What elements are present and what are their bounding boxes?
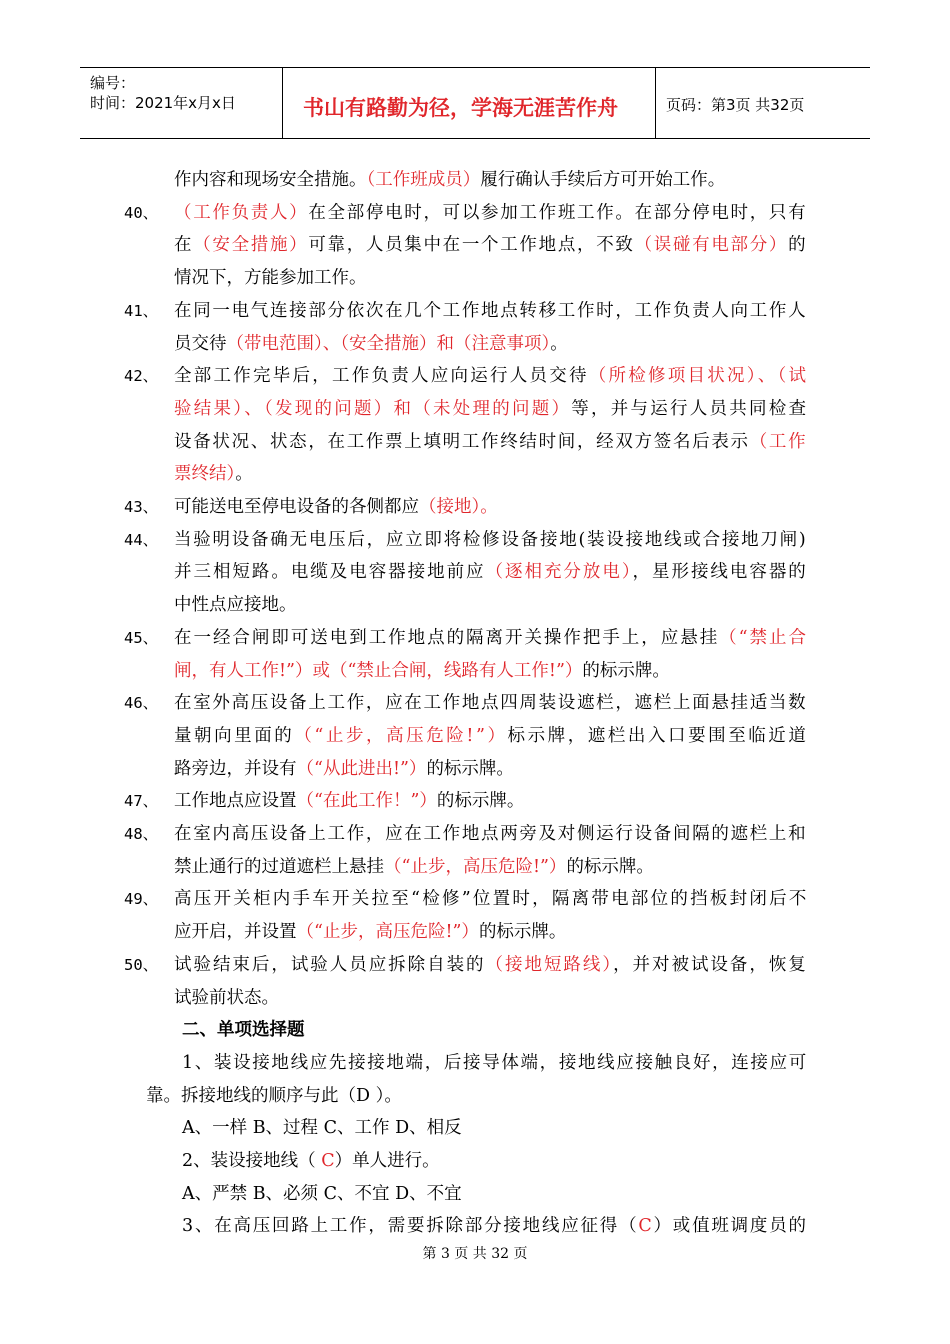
body-text: 的 (788, 235, 808, 256)
answer-text: （接地短路线） (485, 954, 614, 975)
question-line (182, 1150, 440, 1172)
header-motto: 书山有路勤为径，学海无涯苦作舟 (303, 96, 618, 120)
item-line (174, 333, 568, 355)
answer-text: （工作负责人） (174, 202, 309, 223)
body-text: 在室内高压设备上工作，应在工作地点两旁及对侧运行设备间隔的遮栏上和 (174, 824, 808, 844)
body-text: 中性点应接地。 (174, 595, 297, 616)
answer-text: 验结果）、（发现的问题）和（未处理的问题） (174, 398, 572, 419)
body-text: A、一样 B、过程 C、工作 D、相反 (182, 1118, 462, 1139)
answer-text: （“止步，高压危险!”） (294, 725, 508, 746)
document-header (80, 67, 870, 139)
section-title: 二、单项选择题 (182, 1020, 305, 1041)
answer-text: （“从此进出!”） (296, 758, 427, 779)
body-text: 试验前状态。 (174, 987, 279, 1008)
item-number: 45、 (124, 628, 159, 647)
body-text: 当验明设备确无电压后，应立即将检修设备接地(装设接地线或合接地刀闸) (174, 529, 808, 550)
item-line (174, 398, 808, 420)
question-line (146, 1085, 402, 1107)
item-line (174, 431, 807, 453)
body-text: 标示牌，遮栏出入口要围至临近道 (507, 725, 809, 746)
body-text: 的标示牌。 (582, 660, 670, 681)
item-line (174, 954, 808, 976)
header-motto-cell (283, 68, 656, 138)
body-text: ）或值班调度员的 (653, 1216, 808, 1237)
body-text: 等，并与运行人员共同检查 (571, 398, 809, 419)
question-line (182, 1052, 808, 1074)
item-number: 41、 (124, 301, 159, 320)
answer-text: C (321, 1151, 335, 1171)
body-text: 在室外高压设备上工作，应在工作地点四周装设遮栏，遮栏上面悬挂适当数 (174, 693, 808, 714)
body-text: 可能送电至停电设备的各侧都应 (174, 497, 419, 517)
item-line (174, 790, 524, 812)
body-text: ，星形接线电容器的 (632, 562, 808, 583)
answer-text: （接地）。 (419, 497, 498, 517)
body-text: 可靠，人员集中在一个工作地点，不致 (308, 235, 635, 256)
body-text: 履行确认手续后方可开始工作。 (480, 170, 726, 190)
item-line (174, 758, 514, 780)
item-number: 44、 (124, 530, 159, 549)
body-text: ，并对被试设备，恢复 (613, 954, 808, 975)
item-line (174, 267, 367, 289)
item-line (174, 234, 807, 256)
body-text: 全部工作完毕后，工作负责人应向运行人员交待 (174, 366, 589, 387)
body-text: 在一经合闸即可送电到工作地点的隔离开关操作把手上，应悬挂 (174, 627, 720, 648)
body-text: 。 (235, 464, 253, 485)
body-text: 2、装设接地线（ (182, 1151, 322, 1171)
answer-text: 闸，有人工作!”）或（“禁止合闸，线路有人工作!”） (174, 660, 583, 681)
body-text: 情况下，方能参加工作。 (174, 268, 367, 289)
answer-text: （带电范围）、（安全措施）和（注意事项） (226, 333, 551, 354)
body-text: 高压开关柜内手车开关拉至“检修”位置时，隔离带电部位的挡板封闭后不 (174, 889, 809, 910)
item-line (174, 823, 807, 845)
item-line (174, 365, 808, 387)
answer-text: （“在此工作！”） (296, 791, 437, 812)
page-footer: 第 3 页 共 32 页 (422, 1246, 528, 1262)
item-line (174, 594, 297, 616)
body-text: 路旁边，并设有 (174, 758, 297, 779)
item-line (174, 561, 808, 583)
item-line (174, 463, 253, 485)
body-text: 3、在高压回路上工作，需要拆除部分接地线应征得（ (182, 1216, 639, 1237)
item-line (174, 627, 808, 649)
body-text: 1、装设接地线应先接接地端，后接导体端，接地线应接触良好，连接应可 (182, 1052, 808, 1073)
item-line (174, 202, 807, 224)
body-text: 的标示牌。 (436, 791, 525, 812)
body-text: 工作地点应设置 (174, 791, 297, 812)
serial-number-label: 编号： (90, 74, 136, 92)
item-line (174, 660, 670, 682)
body-text: 作内容和现场安全措施。 (174, 170, 367, 190)
item-line (174, 169, 725, 191)
body-text: 量朝向里面的 (174, 725, 295, 746)
item-line (174, 529, 808, 551)
answer-text: （“禁止合 (719, 627, 808, 648)
answer-text: （“止步，高压危险!”） (296, 922, 479, 943)
item-line (174, 300, 807, 322)
question-line (182, 1183, 462, 1205)
item-number: 50、 (124, 955, 159, 974)
body-text: 应开启，并设置 (174, 922, 297, 943)
item-number: 47、 (124, 792, 159, 811)
body-text: 员交待 (174, 333, 227, 354)
date-label: 时间：2021年x月x日 (90, 94, 236, 112)
header-info-cell (80, 68, 283, 138)
item-number: 49、 (124, 890, 159, 909)
body-text: 的标示牌。 (426, 758, 514, 779)
body-text: ）单人进行。 (334, 1151, 440, 1171)
item-number: 46、 (124, 694, 159, 713)
item-line (174, 888, 809, 910)
item-line (174, 987, 279, 1009)
body-text: 设备状况、状态，在工作票上填明工作终结时间，经双方签名后表示 (174, 431, 750, 452)
answer-text: （误碰有电部分） (634, 235, 789, 256)
body-text: 试验结束后，试验人员应拆除自装的 (174, 954, 486, 975)
item-line (174, 692, 807, 714)
item-number: 42、 (124, 367, 159, 386)
item-number: 48、 (124, 825, 159, 843)
answer-text: （工作班成员） (366, 170, 481, 190)
item-number: 43、 (124, 498, 159, 516)
body-text: 禁止通行的过道遮栏上悬挂 (174, 856, 384, 877)
item-number: 40、 (124, 203, 159, 222)
answer-text: 票终结） (174, 464, 236, 485)
answer-text: C (638, 1216, 654, 1237)
body-text: A、严禁 B、必须 C、不宜 D、不宜 (182, 1183, 462, 1204)
item-line (174, 725, 808, 747)
body-text: 在全部停电时，可以参加工作班工作。在部分停电时，只有 (308, 202, 808, 223)
header-page-info: 页码：第3页 共32页 (666, 96, 805, 114)
header-page-cell (656, 68, 870, 138)
answer-text: （“止步，高压危险!”） (384, 856, 567, 877)
body-text: 并三相短路。电缆及电容器接地前应 (174, 562, 486, 583)
body-text: 靠。拆接地线的顺序与此（D ）。 (146, 1085, 402, 1106)
answer-text: （所检修项目状况）、（试 (588, 366, 809, 387)
body-text: 在 (174, 235, 194, 256)
answer-text: （逐相充分放电） (485, 562, 633, 583)
body-text: 。 (550, 333, 568, 354)
item-line (174, 856, 654, 878)
question-line (182, 1215, 808, 1237)
body-text: 的标示牌。 (478, 922, 567, 943)
item-line (174, 496, 498, 518)
body-text: 的标示牌。 (566, 856, 654, 877)
answer-text: （安全措施） (193, 235, 309, 256)
answer-text: （工作 (749, 431, 808, 452)
item-line (174, 921, 566, 943)
body-text: 在同一电气连接部分依次在几个工作地点转移工作时，工作负责人向工作人 (174, 300, 808, 321)
question-line (182, 1117, 462, 1139)
